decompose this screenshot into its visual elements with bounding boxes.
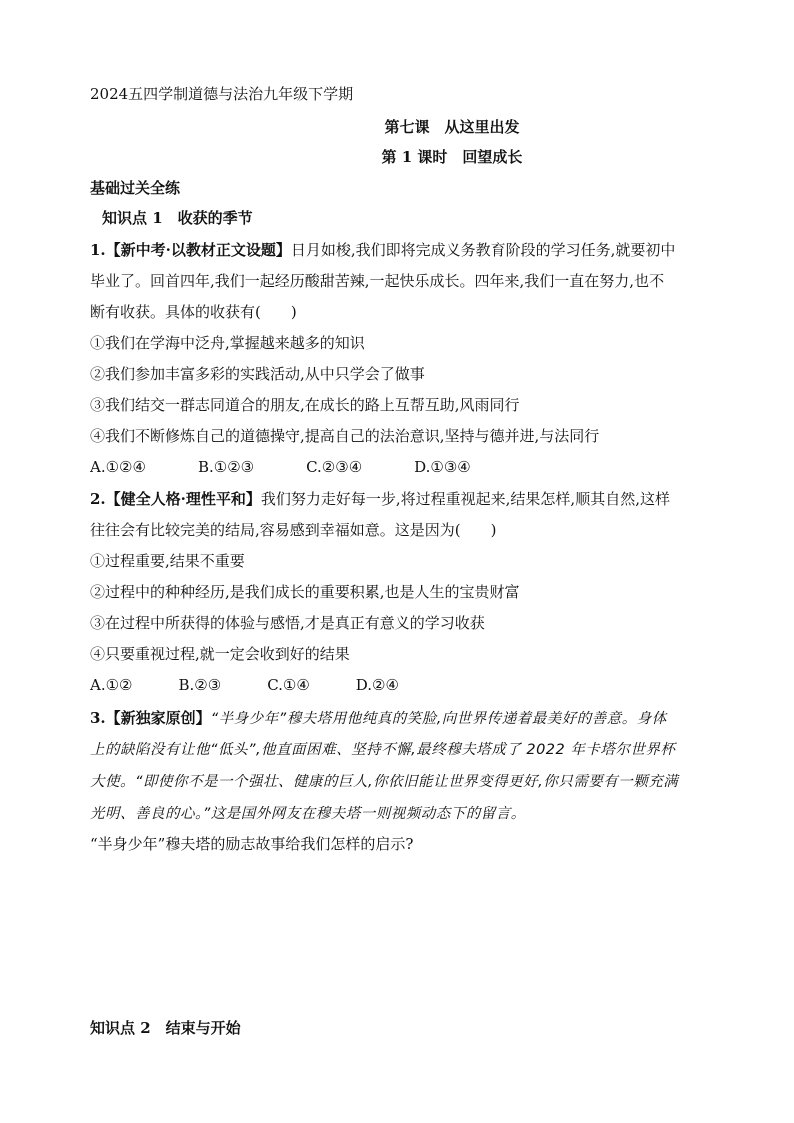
- question-2-item-1: ①过程重要,结果不重要: [90, 552, 245, 570]
- question-3-line-2: 上的缺陷没有让他“低头”,他直面困难、坚持不懈,最终穆夫塔成了 2022 年卡塔尔世界杯: [90, 742, 676, 758]
- lesson-title: 第七课 从这里出发: [384, 118, 520, 136]
- question-1-line-1: [90, 240, 675, 260]
- question-2-options: [90, 675, 451, 695]
- question-1-option-a[interactable]: A.①②④: [90, 458, 146, 476]
- document-header: 2024五四学制道德与法治九年级下学期: [90, 85, 354, 103]
- knowledge-point-1: 知识点 1 收获的季节: [102, 209, 253, 227]
- question-2-text-1: 我们努力走好每一步,将过程重视起来,结果怎样,顺其自然,这样: [260, 490, 670, 508]
- question-1-option-c[interactable]: C.②③④: [306, 458, 363, 476]
- question-1-item-3: ③我们结交一群志同道合的朋友,在成长的路上互帮互助,风雨同行: [90, 396, 520, 414]
- question-3-tag: 3.【新独家原创】: [90, 709, 211, 727]
- question-2-line-2: 往往会有比较完美的结局,容易感到幸福如意。这是因为( ): [90, 521, 497, 539]
- question-1-item-2: ②我们参加丰富多彩的实践活动,从中只学会了做事: [90, 365, 425, 383]
- lesson-period: 第 1 课时 回望成长: [381, 148, 523, 166]
- question-2-option-a[interactable]: A.①②: [90, 676, 133, 694]
- question-3-text-1: “半身少年”穆夫塔用他纯真的笑脸,向世界传递着最美好的善意。身体: [210, 711, 667, 727]
- section-title: 基础过关全练: [90, 179, 181, 197]
- question-2-option-c[interactable]: C.①④: [267, 676, 310, 694]
- question-1-item-1: ①我们在学海中泛舟,掌握越来越多的知识: [90, 334, 365, 352]
- question-1-item-4: ④我们不断修炼自己的道德操守,提高自己的法治意识,坚持与德并进,与法同行: [90, 427, 600, 445]
- question-3-line-1: [90, 708, 667, 729]
- question-1-text-1: 日月如梭,我们即将完成义务教育阶段的学习任务,就要初中: [290, 241, 676, 259]
- question-3-line-3: 大使。“即使你不是一个强壮、健康的巨人,你依旧能让世界变得更好,你只需要有一颗充满: [90, 774, 679, 790]
- question-1-option-b[interactable]: B.①②③: [197, 458, 255, 476]
- question-1-line-2: 毕业了。回首四年,我们一起经历酸甜苦辣,一起快乐成长。四年来,我们一直在努力,也不: [90, 272, 665, 290]
- question-2-line-1: [90, 489, 670, 509]
- question-3-line-4: 光明、善良的心。”这是国外网友在穆夫塔一则视频动态下的留言。: [90, 806, 526, 822]
- question-3-prompt: “半身少年”穆夫塔的励志故事给我们怎样的启示?: [90, 835, 414, 853]
- question-2-tag: 2.【健全人格·理性平和】: [90, 490, 261, 508]
- question-2-option-b[interactable]: B.②③: [178, 676, 222, 694]
- question-2-item-2: ②过程中的种种经历,是我们成长的重要积累,也是人生的宝贵财富: [90, 583, 520, 601]
- question-2-item-4: ④只要重视过程,就一定会收到好的结果: [90, 645, 350, 663]
- question-1-line-3: 断有收获。具体的收获有( ): [90, 303, 297, 321]
- answer-area[interactable]: [90, 860, 704, 1010]
- question-1-tag: 1.【新中考·以教材正文设题】: [90, 241, 291, 259]
- question-1-option-d[interactable]: D.①③④: [414, 458, 471, 476]
- question-2-option-d[interactable]: D.②④: [355, 676, 399, 694]
- knowledge-point-2: 知识点 2 结束与开始: [90, 1019, 241, 1037]
- question-1-options: [90, 457, 523, 477]
- question-2-item-3: ③在过程中所获得的体验与感悟,才是真正有意义的学习收获: [90, 614, 485, 632]
